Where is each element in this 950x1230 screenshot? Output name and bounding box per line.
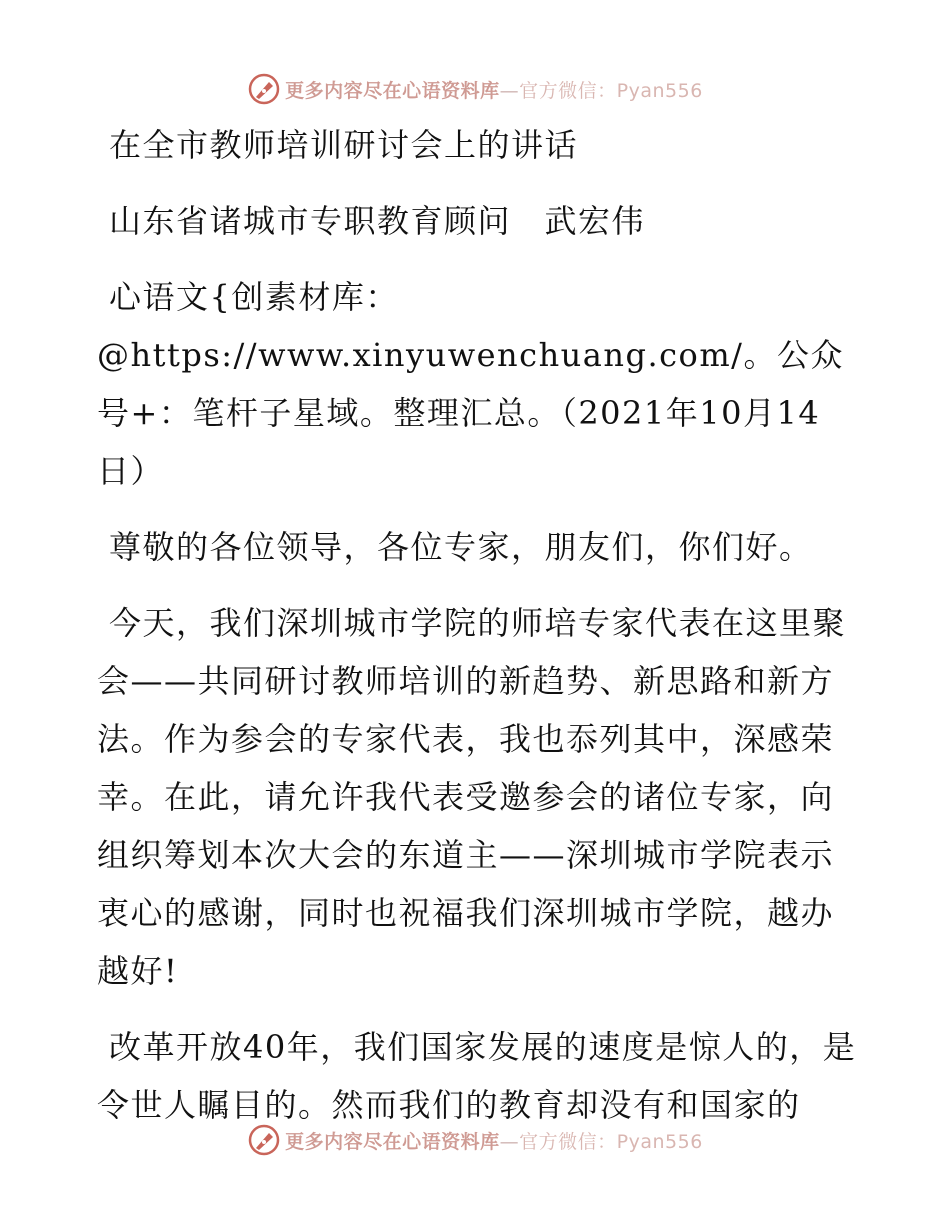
paragraph-greeting: 尊敬的各位领导，各位专家，朋友们，你们好。: [109, 528, 813, 566]
document-author: 山东省诸城市专职教育顾问 武宏伟: [109, 202, 646, 240]
document-title: 在全市教师培训研讨会上的讲话: [109, 126, 579, 164]
watermark-text: [285, 76, 703, 103]
document-body: [97, 116, 857, 1152]
watermark-separator: —: [499, 79, 520, 102]
watermark-text: [285, 1127, 703, 1154]
paragraph-opening: 今天，我们深圳城市学院的师培专家代表在这里聚会——共同研讨教师培训的新趋势、新思路和新方法。作为参会的专家代表，我也忝列其中，深感荣幸。在此，请允许我代表受邀参会的诸位专家，向组织筹划本次大会的东道主——深圳城市学院表示衷心的感谢，同时也祝福我们深圳城市学院，越办越好!: [97, 604, 847, 990]
footer-watermark: [0, 1123, 950, 1157]
document-source: 心语文{创素材库：@https://www.xinyuwenchuang.com/。公众号+：笔杆子星域。整理汇总。（2021年10月14日）: [97, 278, 844, 490]
watermark-brand: 更多内容尽在心语资料库: [285, 1130, 500, 1153]
pen-nib-icon: [247, 72, 281, 106]
watermark-separator: —: [499, 1130, 520, 1153]
pen-nib-icon: [247, 1123, 281, 1157]
paragraph-reform: 改革开放40年，我们国家发展的速度是惊人的，是令世人瞩目的。然而我们的教育却没有和国家的: [97, 1028, 857, 1124]
header-watermark: [0, 72, 950, 106]
watermark-wechat: 官方微信：Pyan556: [519, 1130, 703, 1153]
watermark-brand: 更多内容尽在心语资料库: [285, 79, 500, 102]
watermark-wechat: 官方微信：Pyan556: [519, 79, 703, 102]
